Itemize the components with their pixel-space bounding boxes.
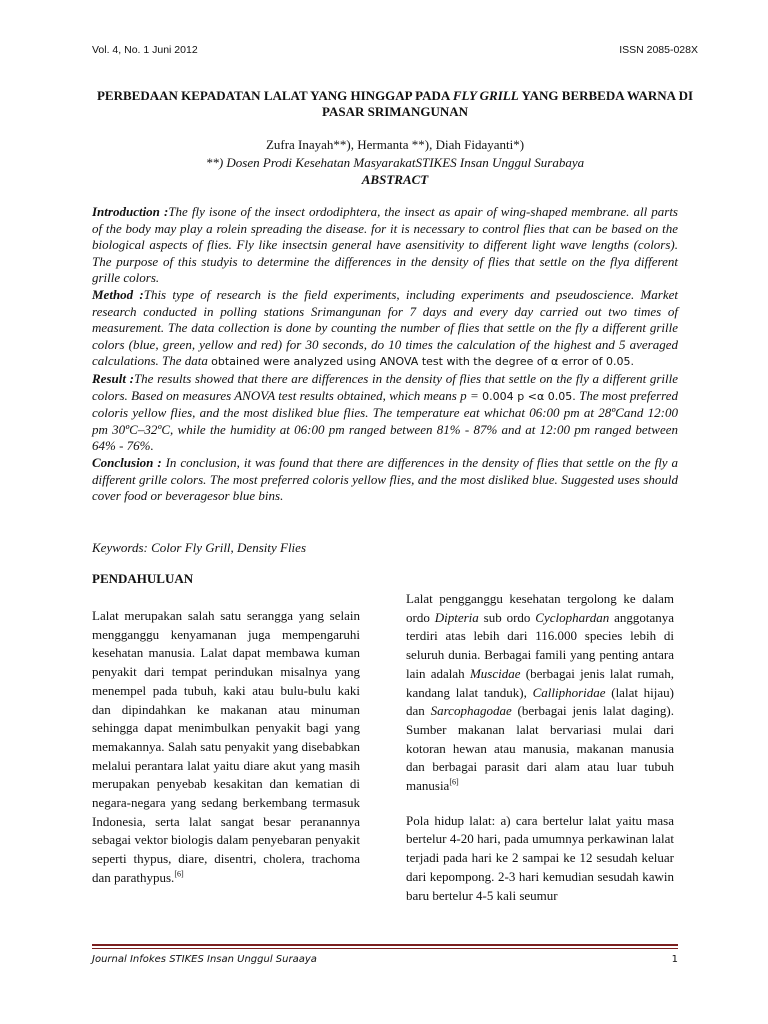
abstract-conclusion <box>92 455 678 505</box>
title-part-1: PERBEDAAN KEPADATAN LALAT YANG HINGGAP PADA <box>96 88 453 103</box>
journal-name: Journal Infokes STIKES Insan Unggul Suraaya <box>92 954 317 965</box>
intro-label: Introduction : <box>92 204 169 219</box>
issn-info: ISSN 2085-028X <box>619 44 698 56</box>
left-p1-text: Lalat merupakan salah satu serangga yang selain mengganggu kenyamanan juga mempengaruhi kesehatan manusia. Lalat dapat membawa kuman penyakit dari tempat perindukan misalnya yang menempel pada tubuh, kaki atau bulu-bulu kaki dan dipindahkan ke makanan atau minuman sehingga dapat menimbulkan penyakit bagi yang memakannya. Salah satu penyakit yang disebabkan melalui perantara lalat yaitu diare akut yang masih merupakan penyebab kesakitan dan kematian di negara-negara yang sedang berkembang termasuk Indonesia, serta lalat sangat besar peranannya sebagai vektor biologis dalam penyebaran penyakit seperti thypus, diare, disentri, cholera, trachoma dan parathypus. <box>92 608 360 885</box>
result-label: Result : <box>92 370 134 386</box>
term-muscidae: Muscidae <box>469 665 521 681</box>
volume-info: Vol. 4, No. 1 Juni 2012 <box>92 44 198 56</box>
abstract-heading: ABSTRACT <box>361 172 429 187</box>
title-part-2: YANG BERBEDA WARNA DI PASAR SRIMANGUNAN <box>321 88 694 119</box>
page-header <box>92 44 698 56</box>
conclusion-text: In conclusion, it was found that there are differences in the density of flies that settle on the fly a different grille colors. The most preferred coloris yellow flies, and the most disliked blue. Suggested uses should cover food or beveragesor blue bins. <box>92 454 678 504</box>
right-p1-b: sub ordo <box>478 609 536 625</box>
term-dipteria: Dipteria <box>434 609 479 625</box>
right-p1-d: (berbagai jenis lalat rumah, kandang lalat tanduk), <box>406 665 674 700</box>
left-p1-ref: [6] <box>174 869 184 879</box>
paper-title <box>92 88 698 120</box>
footer-rule-thin <box>92 948 678 949</box>
author-names: Zufra Inayah**), Hermanta **), Diah Fidayanti*) <box>265 137 525 152</box>
page-footer <box>92 954 678 965</box>
result-text-sans: 0.004 p <α 0.05. <box>482 389 576 403</box>
right-p1-a: Lalat pengganggu kesehatan tergolong ke dalam ordo <box>406 591 674 625</box>
result-text-1: The results showed that there are differences in the density of flies that settle on the fly a different grille colors. Based on measures ANOVA test results obtained, which means p = <box>92 370 678 403</box>
title-italic: FLY GRILL <box>452 88 519 103</box>
author-affiliation: **) Dosen Prodi Kesehatan MasyarakatSTIKES Insan Unggul Surabaya <box>205 155 585 170</box>
author-block <box>92 136 698 172</box>
term-cyclophardan: Cyclophardan <box>535 609 610 625</box>
conclusion-label: Conclusion : <box>92 454 162 470</box>
method-text-sans: obtained were analyzed using ANOVA test with the degree of α error of 0.05. <box>211 355 634 369</box>
page-number: 1 <box>671 954 678 965</box>
section-heading: PENDAHULUAN <box>92 571 194 586</box>
method-text: This type of research is the field experiments, including experiments and pseudoscience. Market research conducted in polling stations Srimangunan for 7 days and every day carried out two times of measurement. The data collection is done by counting the number of flies that settle on the fly a different grille colors (blue, green, yellow and red) for 30 seconds, do 10 times the calculation of the highest and 5 averaged calculations. The data <box>92 286 678 369</box>
keywords: Keywords: Color Fly Grill, Density Flies <box>92 540 306 555</box>
intro-text: The fly isone of the insect ordodiphtera, the insect as apair of wing-shaped membrane. all parts of the body may play a rolein spreading the disease. for it is necessary to control flies that can be based on the biological aspects of flies. Fly like insectsin general have asensitivity to different light wave lengths (colors). The purpose of this studyis to determine the differences in the density of flies that settle on the flya different grille colors. <box>92 204 678 286</box>
left-paragraph-1 <box>92 607 360 888</box>
right-column <box>406 590 674 921</box>
method-label: Method : <box>92 286 144 302</box>
abstract-result <box>92 371 678 455</box>
right-paragraph-1 <box>406 590 674 796</box>
abstract-body <box>92 204 678 505</box>
right-paragraph-2: Pola hidup lalat: a) cara bertelur lalat yaitu masa bertelur 4-20 hari, pada umumnya perkawinan lalat terjadi pada hari ke 2 sampai ke 12 sesudah keluar dari kepompong. 2-3 hari kemudian sesudah kawin baru bertelur 4-5 kali seumur <box>406 812 674 903</box>
abstract-introduction <box>92 204 678 287</box>
left-column <box>92 607 360 904</box>
term-sarcophagodae: Sarcophagodae <box>430 703 512 719</box>
right-p1-f: (berbagai jenis lalat daging). Sumber makanan lalat bervariasi mulai dari kotoran hewan atau manusia, makanan manusia dan berbagai parasit dari alam atau luar tubuh manusia <box>406 703 674 794</box>
result-text-2: The most preferred coloris yellow flies, and the most disliked blue flies. The temperature eat whichat 06:00 pm at 28ºCand 12:00 pm 30ºC–32ºC, while the humidity at 06:00 pm ranged between 81% - 87% and at 12:00 pm ranged between 64% - 76%. <box>92 387 678 454</box>
abstract-method <box>92 287 678 371</box>
term-calliphoridae: Calliphoridae <box>532 684 606 700</box>
right-p1-ref: [6] <box>449 777 459 787</box>
right-p1-e: (lalat hijau) dan <box>406 684 674 719</box>
footer-rule-thick <box>92 944 678 946</box>
right-p1-c: anggotanya terdiri atas lebih dari 116.000 species lebih di seluruh dunia. Berbagai famili yang penting antara lain adalah <box>406 609 674 681</box>
